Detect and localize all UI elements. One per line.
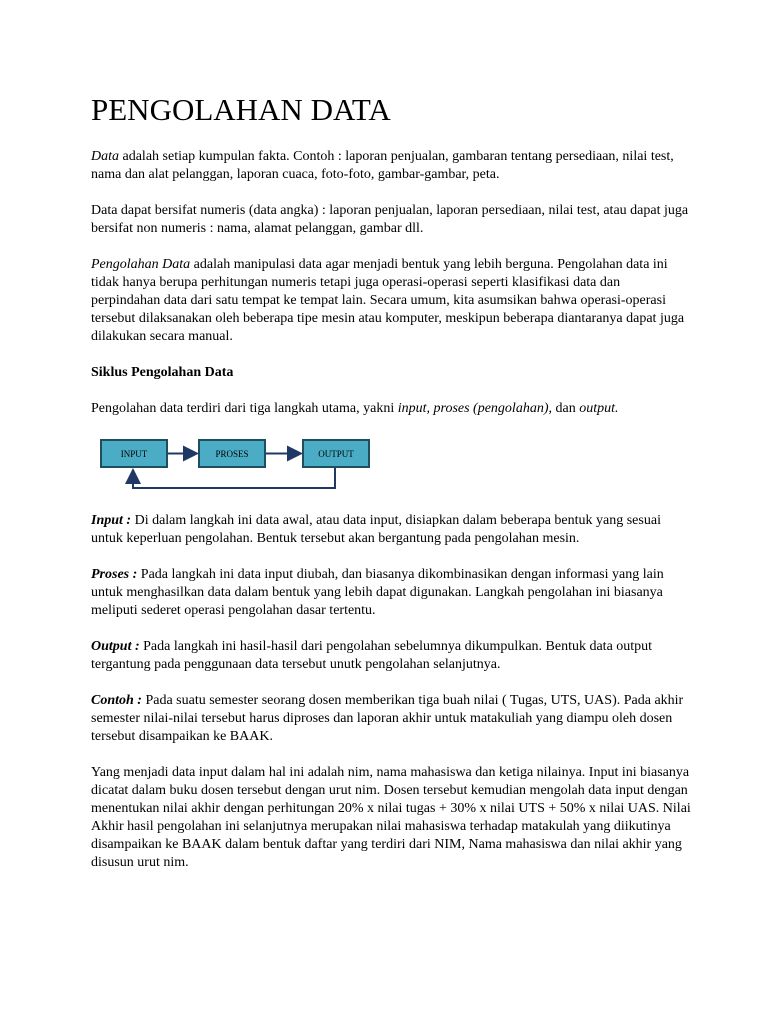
output-step-paragraph: [91, 638, 691, 674]
data-types-paragraph: Data dapat bersifat numeris (data angka) : laporan penjualan, laporan persediaan, nilai test, atau dapat juga bersifat non numeris : nama, alamat pelanggan, gambar dll.: [91, 203, 689, 236]
output-box-label: OUTPUT: [318, 449, 354, 459]
intro-italic-terms: input, proses (pengolahan),: [397, 401, 552, 416]
proses-step-text: Pada langkah ini data input diubah, dan biasanya dikombinasikan dengan informasi yang lain untuk menghasilkan data dalam bentuk yang lebih dapat digunakan. Langkah pengolahan ini biasanya meliputi sederet operasi pengolahan dasar tertentu.: [91, 567, 664, 618]
input-box-label: INPUT: [120, 449, 148, 459]
processing-cycle-diagram: [95, 436, 385, 496]
contoh-text: Pada suatu semester seorang dosen memberikan tiga buah nilai ( Tugas, UTS, UAS). Pada akhir semester nilai-nilai tersebut harus diproses dan laporan akhir untuk matakuliah yang diampu oleh dosen tersebut disampaikan ke BAAK.: [91, 693, 684, 744]
output-step-text: Pada langkah ini hasil-hasil dari pengolahan sebelumnya dikumpulkan. Bentuk data output tergantung pada penggunaan data tersebut unutk pengolahan selanjutnya.: [91, 639, 653, 672]
contoh-paragraph: [91, 692, 691, 746]
output-step-label: Output :: [91, 639, 140, 654]
proses-step-paragraph: [91, 566, 691, 620]
document-page: [91, 92, 691, 890]
proses-step-label: Proses :: [91, 567, 138, 582]
contoh-label: Contoh :: [91, 693, 142, 708]
pengolahan-term: Pengolahan Data: [91, 257, 191, 272]
pengolahan-definition-paragraph: [91, 256, 691, 346]
data-definition-paragraph: [91, 148, 691, 184]
data-term: Data: [91, 149, 119, 164]
page-title: PENGOLAHAN DATA: [91, 92, 391, 127]
intro-text-before: Pengolahan data terdiri dari tiga langkah utama, yakni: [91, 401, 398, 416]
intro-text-middle: dan: [551, 401, 580, 416]
cycle-intro-paragraph: [91, 400, 691, 418]
input-step-text: Di dalam langkah ini data awal, atau data input, disiapkan dalam beberapa bentuk yang sesuai untuk keperluan pengolahan. Bentuk tersebut akan bergantung pada pengolahan mesin.: [91, 513, 661, 546]
intro-italic-output: output.: [579, 401, 619, 416]
input-step-label: Input :: [91, 513, 132, 528]
final-paragraph: Yang menjadi data input dalam hal ini adalah nim, nama mahasiswa dan ketiga nilainya. Input ini biasanya dicatat dalam buku dosen tersebut dengan urut nim. Dosen tersebut kemudian mengolah data input dengan menentukan nilai akhir dengan perhitungan 20% x nilai tugas + 30% x nilai UTS + 50% x nilai UAS. Nilai Akhir hasil pengolahan ini selanjutnya merupakan nilai mahasiswa terhadap matakulah yang diikutinya disampaikan ke BAAK dalam bentuk daftar yang terdiri dari NIM, Nama mahasiswa dan nilai akhir yang disusun urut nim.: [91, 765, 691, 870]
proses-box-label: PROSES: [215, 449, 249, 459]
section-heading: Siklus Pengolahan Data: [91, 365, 234, 380]
input-step-paragraph: [91, 512, 691, 548]
cycle-diagram-svg: [95, 436, 385, 496]
data-definition-text: adalah setiap kumpulan fakta. Contoh : laporan penjualan, gambaran tentang persediaan, nilai test, nama dan alat pelanggan, laporan cuaca, foto-foto, gambar-gambar, peta.: [91, 149, 674, 182]
pengolahan-definition-text: adalah manipulasi data agar menjadi bentuk yang lebih berguna. Pengolahan data ini tidak hanya berupa perhitungan numeris tetapi juga operasi-operasi seperti klasifikasi data dan perpindahan data dari satu tempat ke tempat lain. Secara umum, kita asumsikan bahwa operasi-operasi tersebut dilaksanakan oleh beberapa tipe mesin atau komputer, meskipun beberapa diantaranya dapat juga dilakukan secara manual.: [91, 257, 685, 344]
feedback-loop-arrow: [133, 468, 335, 488]
